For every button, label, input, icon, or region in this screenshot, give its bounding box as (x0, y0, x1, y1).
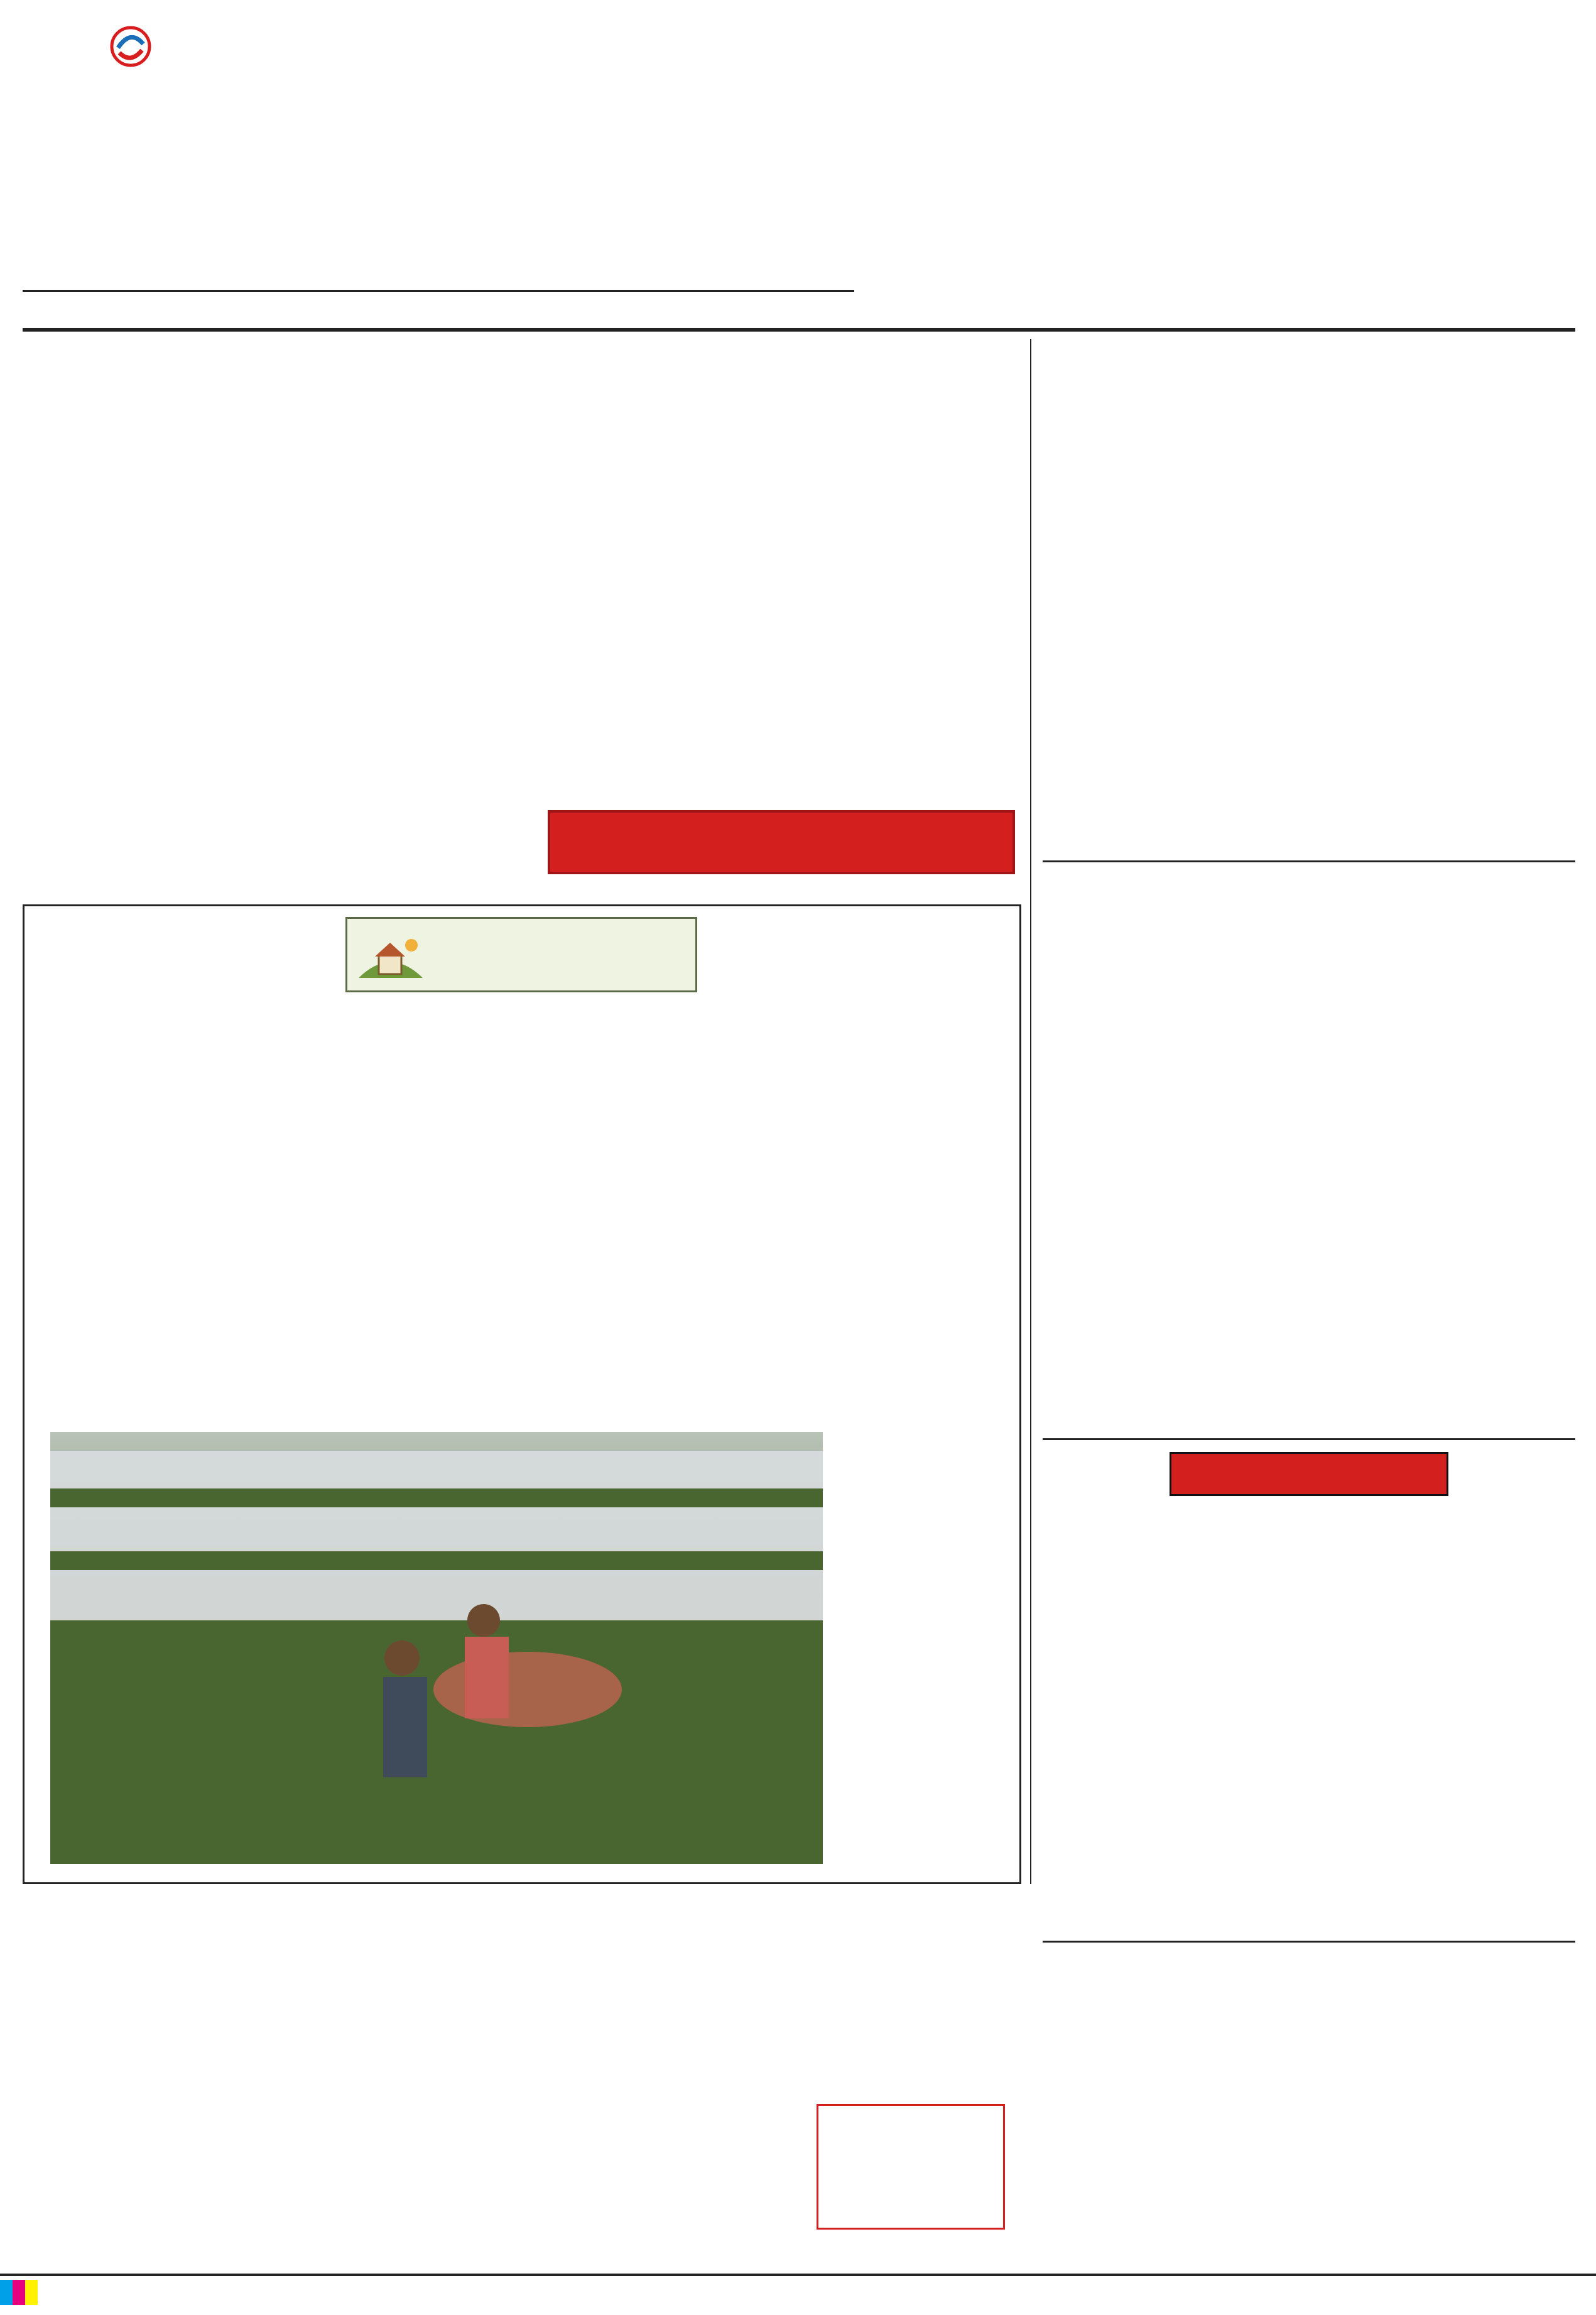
photo-caption (835, 1442, 1011, 1819)
feature-banner (345, 917, 697, 992)
lead-col-4 (776, 472, 1015, 805)
feature-body (38, 1074, 1011, 1413)
lead-col-1 (23, 472, 261, 892)
slogan-banner (548, 810, 1015, 874)
brand-logo-icon (109, 25, 152, 68)
village-icon (356, 928, 425, 985)
column-tag (817, 2104, 1005, 2230)
top-news-2 (867, 173, 1575, 311)
right-news-2 (1043, 872, 1575, 1350)
feature-photo (50, 1432, 823, 1864)
masthead-info-row (25, 267, 854, 286)
econ-slogan (1170, 1452, 1448, 1496)
color-bar (0, 2280, 38, 2305)
right-news-1 (1043, 339, 1575, 795)
footer-strip (44, 2281, 1564, 2306)
date-row (25, 295, 857, 325)
right-news-3 (1043, 1507, 1575, 1880)
top-news-1 (867, 25, 1575, 151)
right-news-4 (1043, 1951, 1575, 2208)
lead-col-2 (274, 472, 513, 892)
lead-col-3 (525, 472, 764, 824)
